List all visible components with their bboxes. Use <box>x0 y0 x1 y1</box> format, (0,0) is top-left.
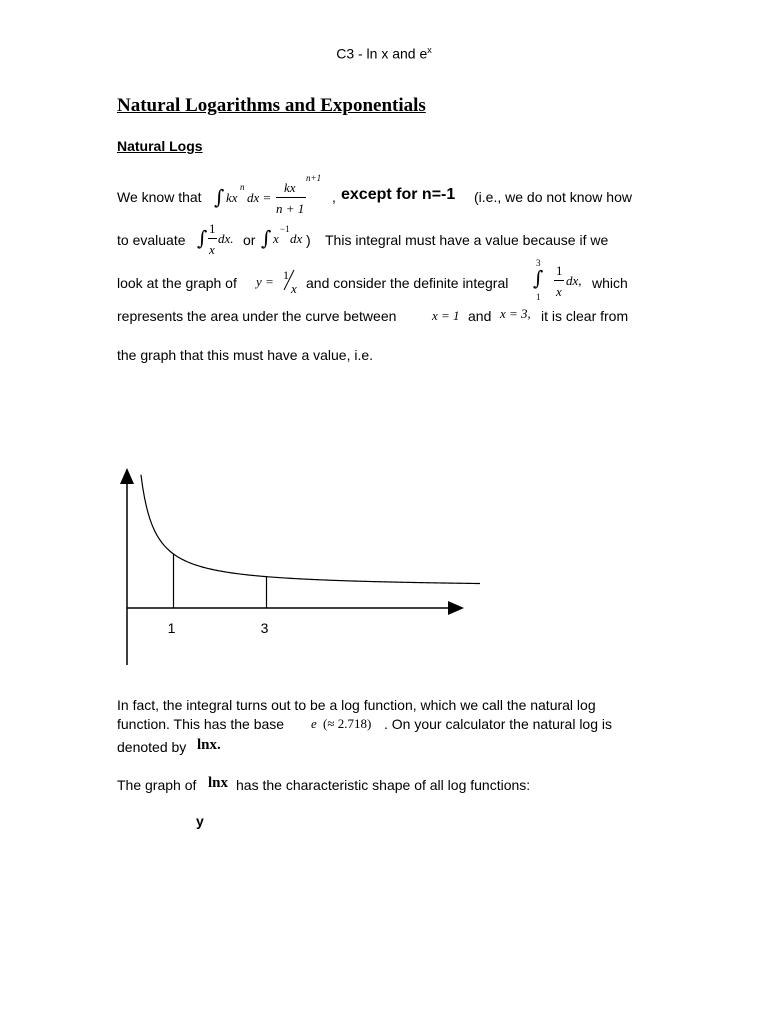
text-comma: , <box>332 189 336 205</box>
document-title: Natural Logarithms and Exponentials <box>117 95 426 116</box>
y-axis-label: y <box>196 813 204 829</box>
fraction-bar <box>276 197 306 198</box>
math-e: e <box>311 716 317 731</box>
integral-sign: ∫ <box>197 226 208 250</box>
math-x: x <box>273 231 279 246</box>
curve-y-one-over-x <box>141 475 480 584</box>
section-heading: Natural Logs <box>117 138 203 154</box>
text-look-at-graph: look at the graph of <box>117 275 237 291</box>
math-n-plus-1-exponent: n+1 <box>306 173 322 183</box>
math-dx-period: dx. <box>218 231 234 246</box>
tick-label-1: 1 <box>167 620 176 636</box>
text-consider-definite-integral: and consider the definite integral <box>306 275 509 291</box>
integral-sign: ∫ <box>533 266 544 290</box>
text-clear-from: it is clear from <box>541 308 629 324</box>
fraction-bar <box>208 238 217 239</box>
math-lnx-bold: lnx <box>208 775 229 791</box>
math-one-numerator: 1 <box>209 221 216 236</box>
integral-sign: ∫ <box>214 185 225 209</box>
text-function-base: function. This has the base <box>117 716 285 732</box>
math-x-denominator: x <box>556 284 562 299</box>
text-characteristic-shape: has the characteristic shape of all log functions: <box>236 777 531 793</box>
integral-sign: ∫ <box>261 226 272 250</box>
text-graph-of: The graph of <box>117 777 197 793</box>
text-which: which <box>592 275 628 291</box>
math-x-denominator: x <box>209 242 215 257</box>
text-represents-area: represents the area under the curve between <box>117 308 397 324</box>
fraction-bar <box>554 280 564 281</box>
math-lnx-bold: lnx. <box>197 737 221 753</box>
math-dx: dx <box>290 231 303 246</box>
math-y-equals: y = <box>256 274 274 289</box>
text-ie-we-do-not-know: (i.e., we do not know how <box>474 189 632 205</box>
text-in-fact: In fact, the integral turns out to be a log function, which we call the natural log <box>117 697 596 713</box>
math-approx-2718: (≈ 2.718) <box>323 716 372 731</box>
math-x-equals-3: x = 3, <box>500 306 531 321</box>
text-except-bold: except for n=-1 <box>341 186 456 203</box>
math-one-numerator: 1 <box>556 263 563 278</box>
math-kx-numerator: kx <box>284 180 296 195</box>
x-axis-arrowhead <box>448 601 464 615</box>
reciprocal-graph <box>110 460 480 675</box>
text-integral-must-have-value: This integral must have a value because if we <box>325 232 609 248</box>
math-dx-equals: dx = <box>247 190 272 205</box>
text-calculator-natural-log: . On your calculator the natural log is <box>384 716 613 732</box>
text-and: and <box>468 308 492 324</box>
tick-label-3: 3 <box>260 620 269 636</box>
page-header: C3 - ln x and $e^x$ <box>336 45 432 62</box>
math-lower-limit: 1 <box>536 292 541 302</box>
math-x-equals-1: x = 1 <box>432 308 460 323</box>
math-exponent-n: n <box>240 182 245 192</box>
math-kx: kx <box>226 190 238 205</box>
text-close-paren: ) <box>306 232 311 248</box>
y-axis-arrowhead <box>120 468 134 484</box>
text-we-know-that: We know that <box>117 189 202 205</box>
text-denoted-by: denoted by <box>117 739 187 755</box>
text-graph-must-have-value: the graph that this must have a value, i.e. <box>117 347 374 363</box>
math-upper-limit: 3 <box>536 258 541 268</box>
math-minus-one-exponent: −1 <box>280 224 290 234</box>
math-x-denominator: x <box>291 281 297 296</box>
math-n-plus-1-denominator: n + 1 <box>276 201 305 216</box>
text-or: or <box>243 232 256 248</box>
math-dx-comma: dx, <box>566 273 582 288</box>
text-to-evaluate: to evaluate <box>117 232 186 248</box>
math-one-numerator: 1 <box>283 268 289 282</box>
